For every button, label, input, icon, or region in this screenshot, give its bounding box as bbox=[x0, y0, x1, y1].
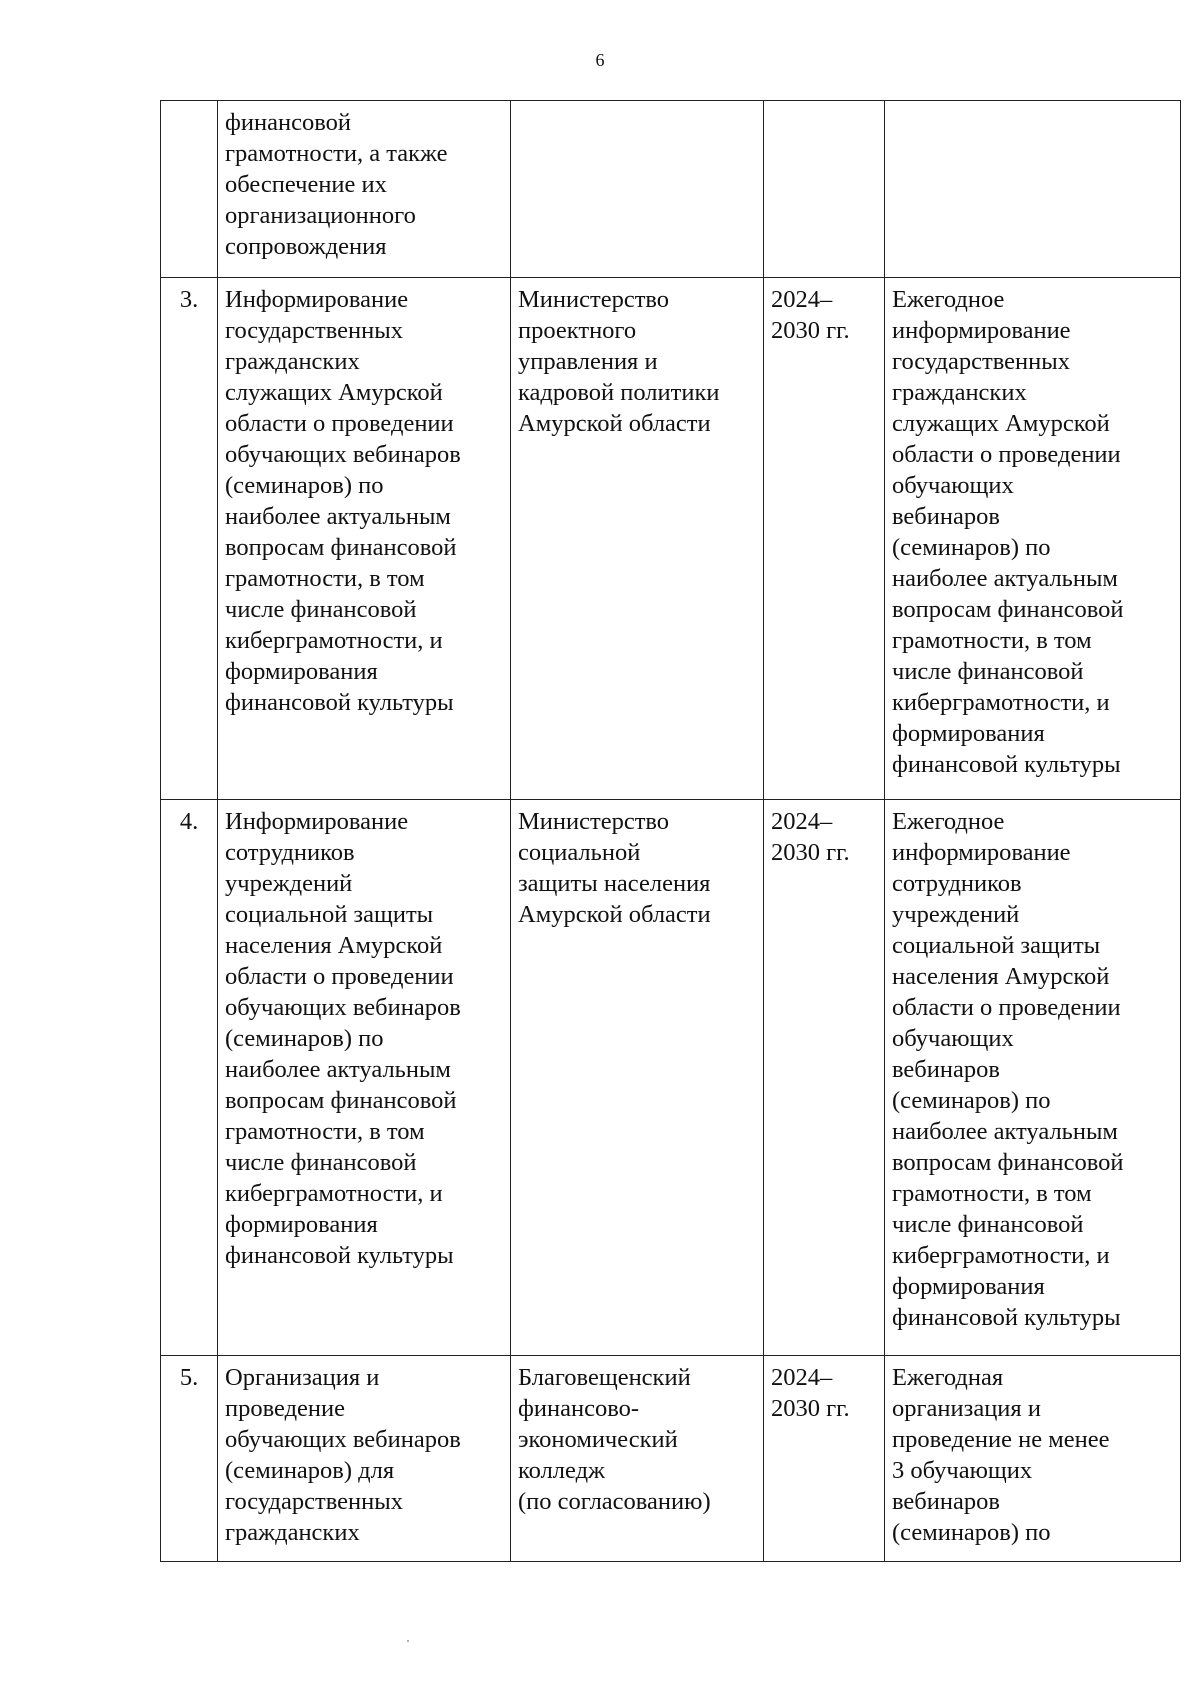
activity-line: сотрудников bbox=[225, 839, 355, 866]
activity-cell bbox=[218, 1356, 511, 1562]
result-cell bbox=[885, 800, 1181, 1356]
row-number: 3. bbox=[161, 278, 218, 800]
result-cell bbox=[885, 101, 1181, 278]
activities-table bbox=[160, 100, 1181, 1562]
activity-line: обучающих вебинаров bbox=[225, 441, 461, 468]
activity-line: проведение bbox=[225, 1395, 346, 1422]
period-line: 2030 гг. bbox=[771, 839, 850, 866]
result-line: информирование bbox=[892, 839, 1071, 866]
result-line: служащих Амурской bbox=[892, 410, 1110, 437]
result-line: области о проведении bbox=[892, 441, 1121, 468]
executor-cell bbox=[511, 1356, 764, 1562]
executor-line: (по согласованию) bbox=[518, 1488, 711, 1515]
scan-speck bbox=[407, 1640, 409, 1642]
activity-line: киберграмотности, и bbox=[225, 627, 443, 654]
activity-line: организационного bbox=[225, 202, 416, 229]
activity-line: вопросам финансовой bbox=[225, 534, 457, 561]
result-line: вебинаров bbox=[892, 503, 1000, 530]
period-line: 2030 гг. bbox=[771, 317, 850, 344]
executor-line: Министерство bbox=[518, 286, 670, 313]
activity-line: государственных bbox=[225, 317, 403, 344]
activity-line: гражданских bbox=[225, 1519, 360, 1546]
period-line: 2024– bbox=[771, 808, 833, 835]
period-line: 2024– bbox=[771, 1364, 833, 1391]
activity-line: финансовой культуры bbox=[225, 1242, 454, 1269]
result-line: грамотности, в том bbox=[892, 1180, 1092, 1207]
activity-line: грамотности, в том bbox=[225, 1118, 425, 1145]
result-line: вопросам финансовой bbox=[892, 596, 1124, 623]
executor-cell bbox=[511, 800, 764, 1356]
result-line: 3 обучающих bbox=[892, 1457, 1033, 1484]
activity-line: формирования bbox=[225, 1211, 378, 1238]
activity-cell bbox=[218, 101, 511, 278]
activity-line: числе финансовой bbox=[225, 1149, 417, 1176]
activity-line: служащих Амурской bbox=[225, 379, 443, 406]
activity-line: числе финансовой bbox=[225, 596, 417, 623]
result-line: числе финансовой bbox=[892, 1211, 1084, 1238]
activity-line: области о проведении bbox=[225, 410, 454, 437]
period-cell bbox=[764, 278, 885, 800]
table-body bbox=[161, 101, 1181, 1562]
result-line: финансовой культуры bbox=[892, 1304, 1121, 1331]
result-line: гражданских bbox=[892, 379, 1027, 406]
activity-line: области о проведении bbox=[225, 963, 454, 990]
executor-line: экономический bbox=[518, 1426, 678, 1453]
executor-line: управления и bbox=[518, 348, 658, 375]
executor-line: кадровой политики bbox=[518, 379, 720, 406]
result-line: вебинаров bbox=[892, 1488, 1000, 1515]
result-line: числе финансовой bbox=[892, 658, 1084, 685]
executor-line: Амурской области bbox=[518, 901, 711, 928]
activity-line: (семинаров) для bbox=[225, 1457, 395, 1484]
result-line: наиболее актуальным bbox=[892, 565, 1118, 592]
result-line: социальной защиты bbox=[892, 932, 1101, 959]
activity-line: Организация и bbox=[225, 1364, 380, 1391]
executor-line: Министерство bbox=[518, 808, 670, 835]
result-line: организация и bbox=[892, 1395, 1041, 1422]
activity-cell bbox=[218, 800, 511, 1356]
activity-line: формирования bbox=[225, 658, 378, 685]
activity-line: наиболее актуальным bbox=[225, 503, 451, 530]
executor-line: колледж bbox=[518, 1457, 605, 1484]
activity-line: гражданских bbox=[225, 348, 360, 375]
result-line: наиболее актуальным bbox=[892, 1118, 1118, 1145]
executor-cell bbox=[511, 101, 764, 278]
result-line: учреждений bbox=[892, 901, 1020, 928]
executor-line: Амурской области bbox=[518, 410, 711, 437]
result-cell bbox=[885, 1356, 1181, 1562]
row-number: 5. bbox=[161, 1356, 218, 1562]
table-row bbox=[161, 278, 1181, 800]
activity-line: (семинаров) по bbox=[225, 472, 384, 499]
period-cell bbox=[764, 1356, 885, 1562]
period-line: 2024– bbox=[771, 286, 833, 313]
result-line: (семинаров) по bbox=[892, 1087, 1051, 1114]
result-line: киберграмотности, и bbox=[892, 1242, 1110, 1269]
period-cell bbox=[764, 800, 885, 1356]
activity-line: грамотности, в том bbox=[225, 565, 425, 592]
result-line: (семинаров) по bbox=[892, 1519, 1051, 1546]
result-line: формирования bbox=[892, 720, 1045, 747]
result-line: сотрудников bbox=[892, 870, 1022, 897]
executor-line: финансово- bbox=[518, 1395, 640, 1422]
executor-line: Благовещенский bbox=[518, 1364, 691, 1391]
activity-line: Информирование bbox=[225, 808, 409, 835]
activity-line: населения Амурской bbox=[225, 932, 443, 959]
activity-line: грамотности, а также bbox=[225, 140, 448, 167]
result-line: финансовой культуры bbox=[892, 751, 1121, 778]
page-number: 6 bbox=[595, 50, 605, 70]
activity-line: государственных bbox=[225, 1488, 403, 1515]
result-line: (семинаров) по bbox=[892, 534, 1051, 561]
table-row bbox=[161, 800, 1181, 1356]
activity-line: киберграмотности, и bbox=[225, 1180, 443, 1207]
table-row bbox=[161, 1356, 1181, 1562]
result-line: области о проведении bbox=[892, 994, 1121, 1021]
activity-line: вопросам финансовой bbox=[225, 1087, 457, 1114]
activity-line: учреждений bbox=[225, 870, 353, 897]
result-line: обучающих bbox=[892, 1025, 1014, 1052]
activity-line: (семинаров) по bbox=[225, 1025, 384, 1052]
result-line: Ежегодное bbox=[892, 286, 1005, 313]
result-line: государственных bbox=[892, 348, 1070, 375]
activity-line: финансовой bbox=[225, 109, 351, 136]
activity-line: обучающих вебинаров bbox=[225, 994, 461, 1021]
result-line: населения Амурской bbox=[892, 963, 1110, 990]
activity-cell bbox=[218, 278, 511, 800]
activity-line: финансовой культуры bbox=[225, 689, 454, 716]
result-line: формирования bbox=[892, 1273, 1045, 1300]
activity-line: наиболее актуальным bbox=[225, 1056, 451, 1083]
executor-line: социальной bbox=[518, 839, 641, 866]
activity-line: социальной защиты bbox=[225, 901, 434, 928]
result-line: вебинаров bbox=[892, 1056, 1000, 1083]
executor-line: защиты населения bbox=[518, 870, 711, 897]
result-line: проведение не менее bbox=[892, 1426, 1110, 1453]
table-row bbox=[161, 101, 1181, 278]
period-line: 2030 гг. bbox=[771, 1395, 850, 1422]
executor-cell bbox=[511, 278, 764, 800]
activity-line: обучающих вебинаров bbox=[225, 1426, 461, 1453]
result-line: вопросам финансовой bbox=[892, 1149, 1124, 1176]
executor-line: проектного bbox=[518, 317, 637, 344]
result-line: грамотности, в том bbox=[892, 627, 1092, 654]
result-line: информирование bbox=[892, 317, 1071, 344]
result-line: Ежегодная bbox=[892, 1364, 1004, 1391]
activity-line: обеспечение их bbox=[225, 171, 387, 198]
row-number bbox=[161, 101, 218, 278]
row-number: 4. bbox=[161, 800, 218, 1356]
result-line: киберграмотности, и bbox=[892, 689, 1110, 716]
result-line: обучающих bbox=[892, 472, 1014, 499]
activity-line: сопровождения bbox=[225, 233, 387, 260]
result-cell bbox=[885, 278, 1181, 800]
result-line: Ежегодное bbox=[892, 808, 1005, 835]
period-cell bbox=[764, 101, 885, 278]
activity-line: Информирование bbox=[225, 286, 409, 313]
